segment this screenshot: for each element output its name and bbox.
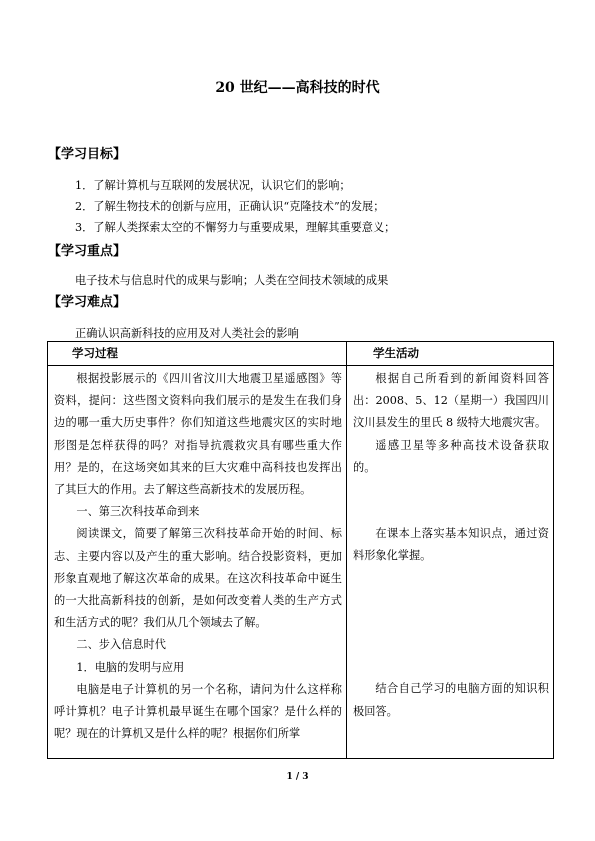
key-points-heading: 【学习重点】 [48, 244, 127, 259]
goals-heading: 【学习目标】 [48, 147, 127, 162]
goal-item-2: 2．了解生物技术的创新与应用，正确认识“克隆技术”的发展； [75, 200, 385, 213]
activity-cell [347, 366, 554, 759]
activity-paragraph: 结合自己学习的电脑方面的知识积极回答。 [353, 682, 549, 718]
process-paragraph: 阅读课文，简要了解第三次科技革命开始的时间、标志、主要内容以及产生的重大影响。结合投影资料，更加形象直观地了解这次革命的成果。在这次科技革命中诞生的一大批高新科技的创新，是如何改变着人类的生产方式和生活方式的呢？我们从几个领域去了解。 [54, 527, 342, 630]
process-paragraph: 根据投影展示的《四川省汶川大地震卫星遥感图》等资料，提问：这些图文资料向我们展示的是发生在我们身边的哪一重大历史事件？你们知道这些地震灾区的实时地形图是怎样获得的吗？对指导抗震救灾具有哪些重大作用？是的，在这场突如其来的巨大灾难中高科技也发挥出了其巨大的作用。去了解这些高新技术的发展历程。 [54, 372, 342, 497]
process-section-heading: 一、第三次科技革命到来 [76, 505, 200, 519]
difficulty-text: 正确认识高新科技的应用及对人类社会的影响 [75, 327, 299, 340]
process-cell [48, 366, 347, 759]
lesson-table [47, 341, 554, 759]
difficulty-heading: 【学习难点】 [48, 295, 127, 310]
header-process-label: 学习过程 [72, 346, 118, 360]
table-header-row [48, 342, 554, 366]
header-cell-process [48, 342, 347, 366]
process-paragraph: 电脑是电子计算机的另一个名称，请问为什么这样称呼计算机？电子计算机最早诞生在哪个国家？是什么样的呢？现在的计算机又是什么样的呢？根据你们所掌 [54, 682, 342, 741]
page-title: 20 世纪——高科技的时代 [215, 80, 380, 96]
activity-paragraph: 根据自己所看到的新闻资料回答出：2008、5、12（星期一）我国四川汶川县发生的里氏 8 级特大地震灾害。 [353, 372, 549, 430]
process-subsection-heading: 1．电脑的发明与应用 [76, 660, 185, 674]
process-section-heading: 二、步入信息时代 [76, 638, 166, 652]
activity-paragraph: 遥感卫星等多种高技术设备获取的。 [353, 438, 549, 474]
goal-item-1: 1．了解计算机与互联网的发展状况，认识它们的影响； [75, 179, 351, 192]
page-number: 1 / 3 [286, 772, 309, 782]
table-row [48, 366, 554, 759]
header-activity-label: 学生活动 [373, 346, 419, 360]
goal-item-3: 3．了解人类探索太空的不懈努力与重要成果，理解其重要意义； [75, 221, 396, 234]
key-points-text: 电子技术与信息时代的成果与影响；人类在空间技术领域的成果 [75, 274, 389, 287]
activity-paragraph: 在课本上落实基本知识点，通过资料形象化掌握。 [353, 527, 549, 563]
header-cell-activity [347, 342, 554, 366]
